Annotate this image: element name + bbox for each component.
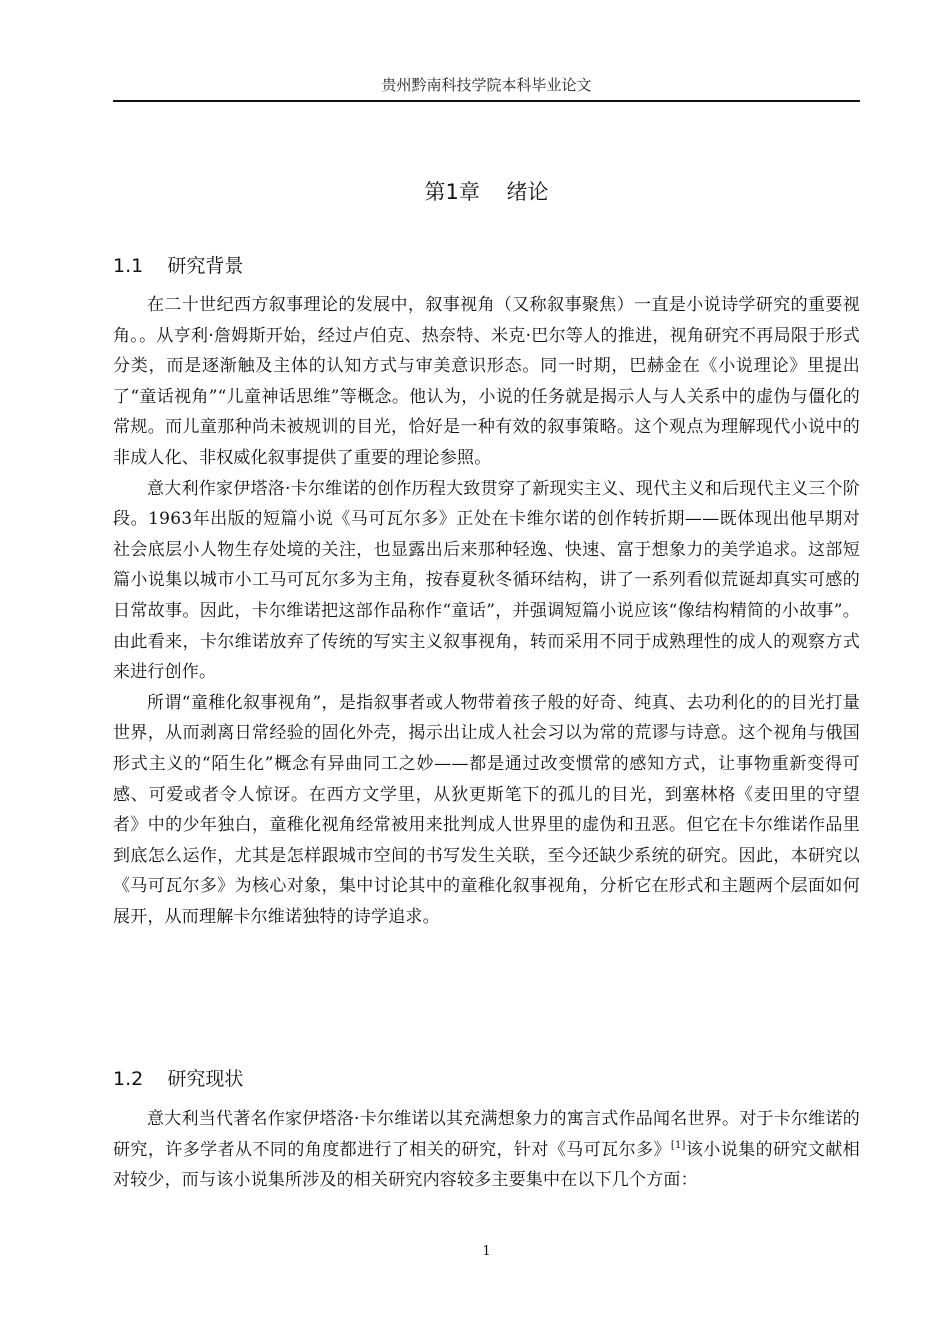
section-title: 研究背景 xyxy=(167,255,244,277)
citation-marker[interactable]: [1] xyxy=(670,1139,686,1151)
chapter-name: 绪论 xyxy=(506,180,549,204)
section-number: 1.1 xyxy=(113,255,144,277)
section-title: 研究现状 xyxy=(167,1068,244,1090)
paragraph: 在二十世纪西方叙事理论的发展中，叙事视角（又称叙事聚焦）一直是小说诗学研究的重要视角。。从亨利·詹姆斯开始，经过卢伯克、热奈特、米克·巴尔等人的推进，视角研究不再局限于形式分类，而是逐渐触及主体的认知方式与审美意识形态。同一时期，巴赫金在《小说理论》里提出了“童话视角”“儿童神话思维”等概念。他认为，小说的任务就是揭示人与人关系中的虚伪与僵化的常规。而儿童那种尚未被规训的目光，恰好是一种有效的叙事策略。这个观点为理解现代小说中的非成人化、非权威化叙事提供了重要的理论参照。 xyxy=(113,295,860,468)
section-heading-1-2 xyxy=(113,1064,860,1094)
section-number: 1.2 xyxy=(113,1068,144,1090)
paragraph-text: 意大利当代著名作家伊塔洛·卡尔维诺以其充满想象力的寓言式作品闻名世界。对于卡尔维诺的研究，许多学者从不同的角度都进行了相关的研究，针对《马可瓦尔多》 xyxy=(113,1109,860,1160)
header-rule xyxy=(113,100,860,102)
section-body-1-2 xyxy=(113,1104,860,1196)
paragraph xyxy=(113,1104,860,1196)
page-number: 1 xyxy=(482,1244,491,1259)
paragraph: 意大利作家伊塔洛·卡尔维诺的创作历程大致贯穿了新现实主义、现代主义和后现代主义三个阶段。1963年出版的短篇小说《马可瓦尔多》正处在卡维尔诺的创作转折期——既体现出他早期对社会底层小人物生存处境的关注，也显露出后来那种轻逸、快速、富于想象力的美学追求。这部短篇小说集以城市小工马可瓦尔多为主角，按春夏秋冬循环结构，讲了一系列看似荒诞却真实可感的日常故事。因此，卡尔维诺把这部作品称作“童话”，并强调短篇小说应该“像结构精简的小故事”。由此看来，卡尔维诺放弃了传统的写实主义叙事视角，转而采用不同于成熟理性的成人的观察方式来进行创作。 xyxy=(113,478,860,683)
paragraph: 所谓“童稚化叙事视角”，是指叙事者或人物带着孩子般的好奇、纯真、去功利化的的目光打量世界，从而剥离日常经验的固化外壳，揭示出让成人社会习以为常的荒谬与诗意。这个视角与俄国形式主义的“陌生化”概念有异曲同工之妙——都是通过改变惯常的感知方式，让事物重新变得可感、可爱或者令人惊讶。在西方文学里，从狄更斯笔下的孤儿的目光，到塞林格《麦田里的守望者》中的少年独白，童稚化视角经常被用来批判成人世界里的虚伪和丑恶。但它在卡尔维诺作品里到底怎么运作，尤其是怎样跟城市空间的书写发生关联，至今还缺少系统的研究。因此，本研究以《马可瓦尔多》为核心对象，集中讨论其中的童稚化叙事视角，分析它在形式和主题两个层面如何展开，从而理解卡尔维诺独特的诗学追求。 xyxy=(113,692,860,927)
chapter-title xyxy=(113,176,860,208)
section-body-1-1 xyxy=(113,290,860,932)
paragraph-text: 该小说集的研究文献相对较少，而与该小说集所涉及的相关研究内容较多主要集中在以下几个方面： xyxy=(113,1139,860,1191)
running-header: 贵州黔南科技学院本科毕业论文 xyxy=(381,76,592,94)
section-heading-1-1 xyxy=(113,251,860,281)
chapter-number: 第1章 xyxy=(424,180,480,204)
